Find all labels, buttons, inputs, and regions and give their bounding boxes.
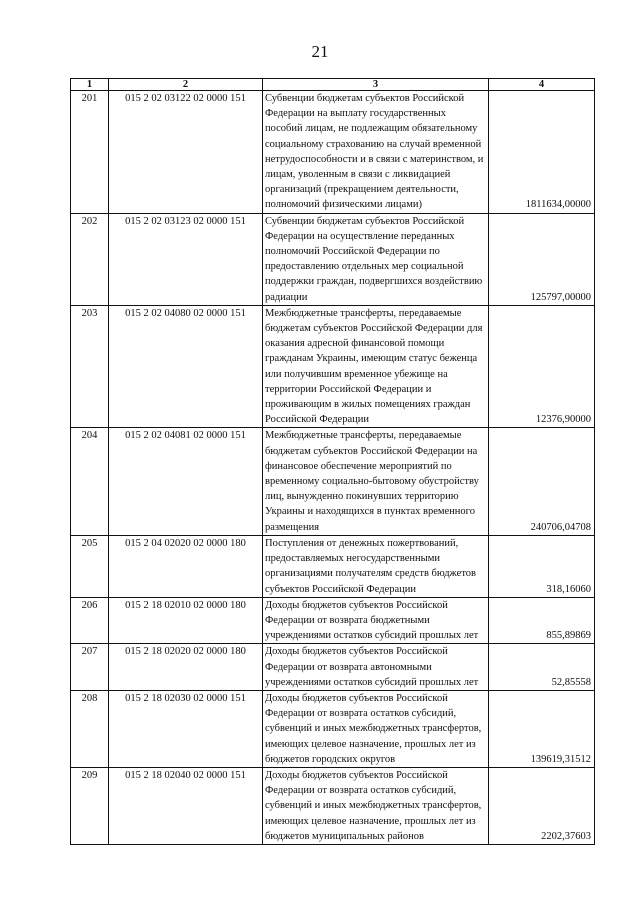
row-number: 206 [71, 597, 109, 644]
amount-value: 2202,37603 [489, 767, 595, 844]
table-row [71, 597, 595, 644]
table-row [71, 213, 595, 305]
table-header-row [71, 79, 595, 91]
amount-value: 139619,31512 [489, 690, 595, 767]
revenue-description: Доходы бюджетов субъектов Российской Федерации от возврата автономными учреждениями остатков субсидий прошлых лет [263, 644, 489, 691]
revenue-description: Межбюджетные трансферты, передаваемые бюджетам субъектов Российской Федерации для оказания адресной финансовой помощи гражданам Украины, имеющим статус беженца или получившим временное убежище на территории Российской Федерации и проживающим в жилых помещениях граждан Российской Федерации [263, 305, 489, 428]
amount-value: 240706,04708 [489, 428, 595, 535]
column-header-3: 3 [263, 79, 489, 91]
revenue-description: Субвенции бюджетам субъектов Российской Федерации на выплату государственных пособий лицам, не подлежащим обязательному социальному страхованию на случай временной нетрудоспособности и в связи с материнством, и лицам, уволенным в связи с ликвидацией организаций (прекращением деятельности, полномочий физическими лицами) [263, 91, 489, 214]
column-header-1: 1 [71, 79, 109, 91]
row-number: 201 [71, 91, 109, 214]
budget-classification-code: 015 2 18 02020 02 0000 180 [109, 644, 263, 691]
budget-classification-code: 015 2 02 03123 02 0000 151 [109, 213, 263, 305]
budget-classification-code: 015 2 18 02030 02 0000 151 [109, 690, 263, 767]
amount-value: 855,89869 [489, 597, 595, 644]
row-number: 207 [71, 644, 109, 691]
amount-value: 318,16060 [489, 535, 595, 597]
column-header-4: 4 [489, 79, 595, 91]
budget-classification-code: 015 2 18 02010 02 0000 180 [109, 597, 263, 644]
revenue-description: Поступления от денежных пожертвований, предоставляемых негосударственными организациями получателям средств бюджетов субъектов Российской Федерации [263, 535, 489, 597]
page-number: 21 [311, 42, 329, 61]
revenue-description: Доходы бюджетов субъектов Российской Федерации от возврата остатков субсидий, субвенций и иных межбюджетных трансфертов, имеющих целевое назначение, прошлых лет из бюджетов муниципальных районов [263, 767, 489, 844]
row-number: 209 [71, 767, 109, 844]
revenue-table [70, 78, 595, 845]
budget-classification-code: 015 2 02 03122 02 0000 151 [109, 91, 263, 214]
row-number: 202 [71, 213, 109, 305]
revenue-description: Доходы бюджетов субъектов Российской Федерации от возврата бюджетными учреждениями остатков субсидий прошлых лет [263, 597, 489, 644]
amount-value: 125797,00000 [489, 213, 595, 305]
row-number: 208 [71, 690, 109, 767]
budget-classification-code: 015 2 02 04080 02 0000 151 [109, 305, 263, 428]
row-number: 203 [71, 305, 109, 428]
table-row [71, 767, 595, 844]
budget-classification-code: 015 2 04 02020 02 0000 180 [109, 535, 263, 597]
table-body [71, 91, 595, 845]
amount-value: 12376,90000 [489, 305, 595, 428]
amount-value: 1811634,00000 [489, 91, 595, 214]
budget-classification-code: 015 2 18 02040 02 0000 151 [109, 767, 263, 844]
revenue-description: Субвенции бюджетам субъектов Российской Федерации на осуществление переданных полномочий Российской Федерации по предоставлению отдельных мер социальной поддержки граждан, подвергшихся воздействию радиации [263, 213, 489, 305]
table-row [71, 305, 595, 428]
table-row [71, 91, 595, 214]
table-row [71, 690, 595, 767]
amount-value: 52,85558 [489, 644, 595, 691]
column-header-2: 2 [109, 79, 263, 91]
budget-classification-code: 015 2 02 04081 02 0000 151 [109, 428, 263, 535]
table-row [71, 535, 595, 597]
table-row [71, 644, 595, 691]
revenue-description: Доходы бюджетов субъектов Российской Федерации от возврата остатков субсидий, субвенций и иных межбюджетных трансфертов, имеющих целевое назначение, прошлых лет из бюджетов городских округов [263, 690, 489, 767]
row-number: 205 [71, 535, 109, 597]
table-row [71, 428, 595, 535]
revenue-description: Межбюджетные трансферты, передаваемые бюджетам субъектов Российской Федерации на финансовое обеспечение мероприятий по временному социально-бытовому обустройству лиц, вынужденно покинувших территорию Украины и находящихся в пунктах временного размещения [263, 428, 489, 535]
row-number: 204 [71, 428, 109, 535]
